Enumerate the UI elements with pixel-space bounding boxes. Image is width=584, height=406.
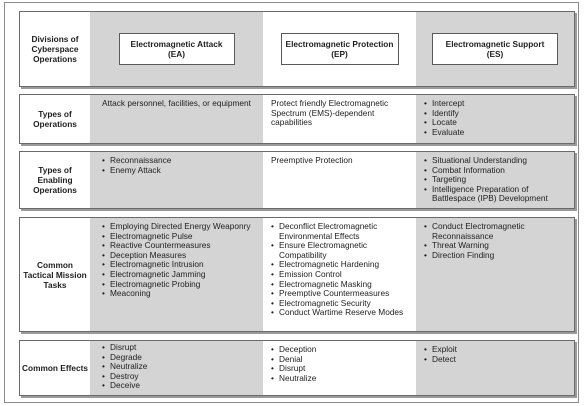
list-item: • Reconnaissance <box>102 156 255 166</box>
tasks-ep-cell <box>263 218 416 331</box>
ops-ep-cell <box>263 95 416 143</box>
list-item: • Emission Control <box>271 270 408 280</box>
tasks-es-cell <box>416 218 574 331</box>
list-item: • Preemptive Countermeasures <box>271 289 408 299</box>
list-item: • Electromagnetic Masking <box>271 280 408 290</box>
list-item: • Neutralize <box>271 374 408 384</box>
list-item: • Electromagnetic Hardening <box>271 260 408 270</box>
list-item: • Disrupt <box>102 343 255 353</box>
list-item: • Threat Warning <box>424 241 566 251</box>
row-label-types-of-enabling: Types of Enabling Operations <box>33 165 77 195</box>
es-header-cell <box>416 12 574 86</box>
ops-es-cell <box>416 95 574 143</box>
list-item: • Ensure Electromagnetic Compatibility <box>271 241 408 260</box>
list-item: • Employing Directed Energy Weaponry <box>102 222 255 232</box>
common-effects-band <box>19 340 575 396</box>
effects-ea-cell <box>90 341 263 395</box>
list-item: • Enemy Attack <box>102 166 255 176</box>
list-item: • Deception <box>271 345 408 355</box>
row-label-types-of-operations: Types of Operations <box>33 109 77 129</box>
row-label-tactical-tasks: Common Tactical Mission Tasks <box>23 259 87 290</box>
effects-ea-list <box>102 343 255 391</box>
types-of-enabling-band <box>19 151 575 209</box>
list-item: • Electromagnetic Pulse <box>102 232 255 242</box>
list-item: • Disrupt <box>271 364 408 374</box>
row-label-common-effects: Common Effects <box>22 363 88 373</box>
list-item: • Intelligence Preparation of Battlespace (IPB) Development <box>424 185 566 204</box>
list-item: • Electromagnetic Probing <box>102 280 255 290</box>
effects-ep-cell <box>263 341 416 395</box>
list-item: • Situational Understanding <box>424 156 566 166</box>
ep-header-cell <box>263 12 416 86</box>
list-item: • Deception Measures <box>102 251 255 261</box>
tasks-ea-cell <box>90 218 263 331</box>
list-item: • Targeting <box>424 175 566 185</box>
list-item: • Evaluate <box>424 128 566 138</box>
enabling-es-list <box>424 156 566 204</box>
enabling-ep-text: Preemptive Protection <box>271 155 353 165</box>
list-item: • Conduct Electromagnetic Reconnaissance <box>424 222 566 241</box>
ops-ea-text: Attack personnel, facilities, or equipment <box>102 98 251 108</box>
ep-header: Electromagnetic Protection (EP) <box>281 33 399 65</box>
enabling-es-cell <box>416 152 574 208</box>
tactical-tasks-band <box>19 217 575 332</box>
list-item: • Intercept <box>424 99 566 109</box>
effects-es-cell <box>416 341 574 395</box>
tasks-es-list <box>424 222 566 260</box>
tasks-ea-list <box>102 222 255 299</box>
list-item: • Electromagnetic Intrusion <box>102 260 255 270</box>
list-item: • Locate <box>424 118 566 128</box>
enabling-ea-cell <box>90 152 263 208</box>
list-item: • Exploit <box>424 345 566 355</box>
list-item: • Destroy <box>102 372 255 382</box>
effects-es-list <box>424 345 566 364</box>
list-item: • Denial <box>271 355 408 365</box>
ea-header-cell <box>90 12 263 86</box>
list-item: • Reactive Countermeasures <box>102 241 255 251</box>
row-label-divisions: Divisions of Cyberspace Operations <box>31 34 79 64</box>
ea-header: Electromagnetic Attack (EA) <box>119 33 235 65</box>
list-item: • Combat Information <box>424 166 566 176</box>
list-item: • Conduct Wartime Reserve Modes <box>271 308 408 318</box>
ops-ep-text: Protect friendly Electromagnetic Spectrum (EMS)-dependent capabilities <box>271 98 389 128</box>
list-item: • Electromagnetic Jamming <box>102 270 255 280</box>
ops-es-list <box>424 99 566 137</box>
types-of-operations-band <box>19 94 575 144</box>
enabling-ea-list <box>102 156 255 175</box>
list-item: • Meaconing <box>102 289 255 299</box>
list-item: • Deconflict Electromagnetic Environmental Effects <box>271 222 408 241</box>
enabling-ep-cell <box>263 152 416 208</box>
ops-ea-cell <box>90 95 263 143</box>
figure-frame <box>4 2 579 403</box>
list-item: • Electromagnetic Security <box>271 299 408 309</box>
list-item: • Deceive <box>102 381 255 391</box>
tasks-ep-list <box>271 222 408 318</box>
list-item: • Detect <box>424 355 566 365</box>
header-band <box>19 11 575 87</box>
list-item: • Identify <box>424 109 566 119</box>
es-header: Electromagnetic Support (ES) <box>432 33 558 65</box>
list-item: • Direction Finding <box>424 251 566 261</box>
list-item: • Neutralize <box>102 362 255 372</box>
effects-ep-list <box>271 345 408 383</box>
list-item: • Degrade <box>102 353 255 363</box>
